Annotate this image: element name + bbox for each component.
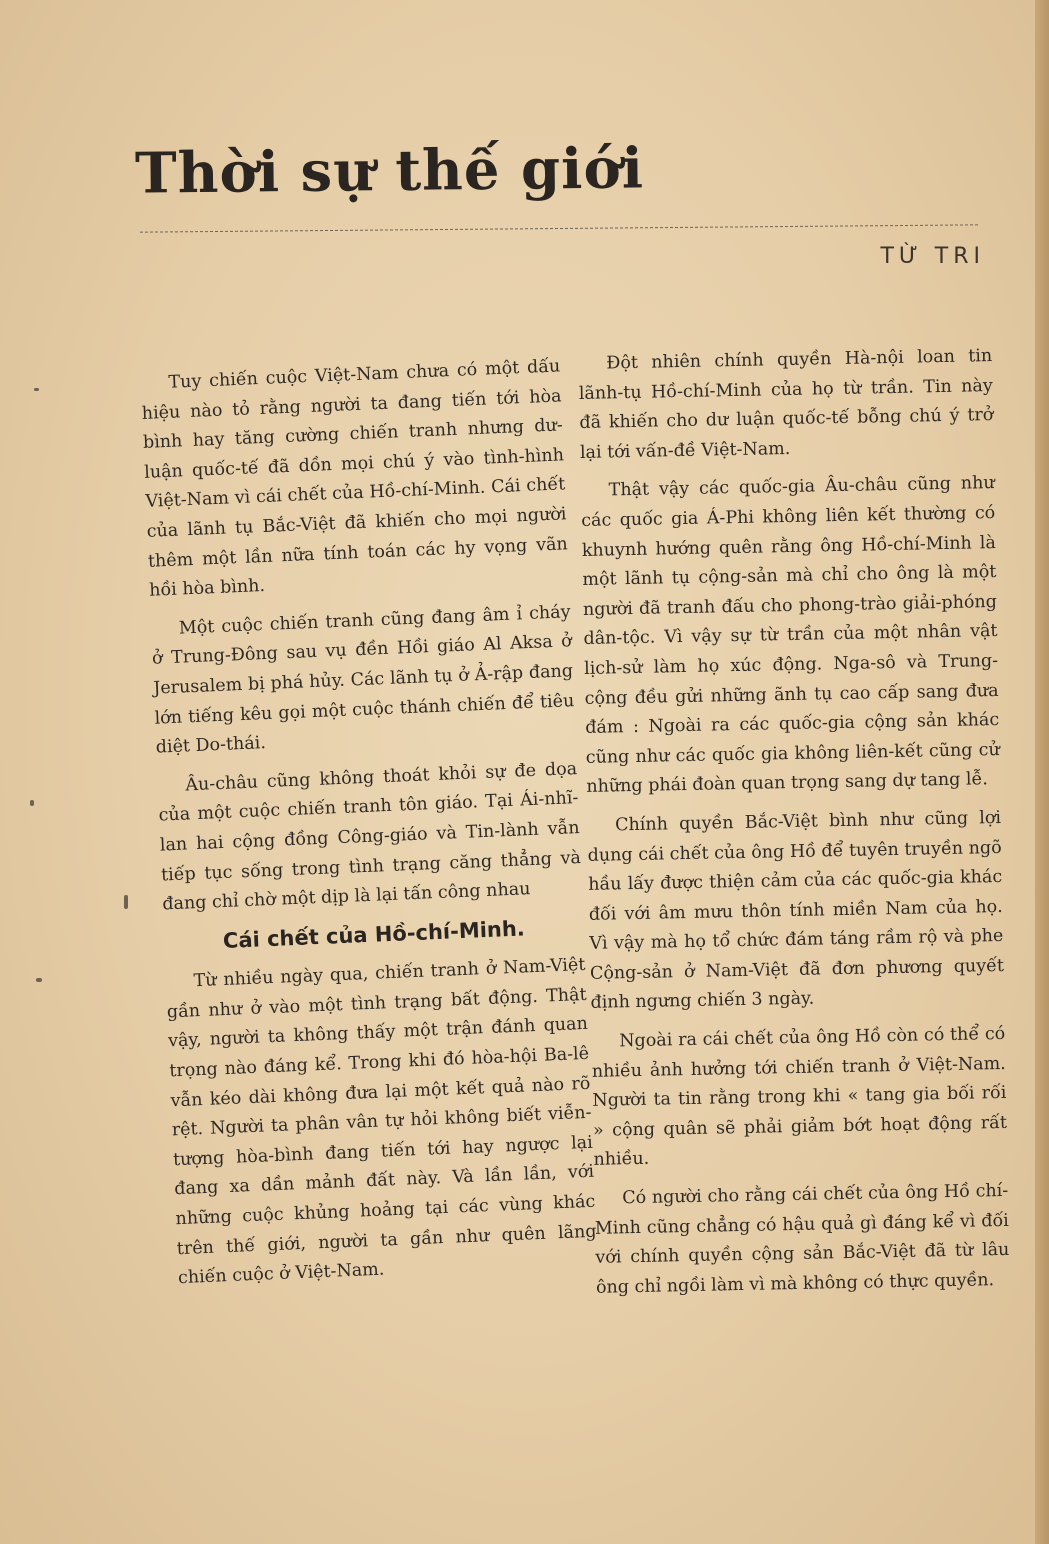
left-column xyxy=(140,352,599,1303)
right-column xyxy=(578,342,1010,1312)
paragraph: Chính quyền Bắc-Việt bình như cũng lợi dụng cái chết của ông Hồ để tuyên truyền ngõ hầu lấy được thiện cảm của các quốc-gia khác đối với âm mưu thôn tính miền Nam của họ. Vì vậy mà họ tổ chức đám táng rầm rộ và phe Cộng-sản ở Nam-Việt đã đơn phương quyết định ngưng chiến 3 ngày. xyxy=(587,807,1005,1014)
ink-speck xyxy=(30,800,34,806)
ink-speck xyxy=(36,978,42,982)
ink-speck xyxy=(34,388,39,391)
paragraph: Từ nhiều ngày qua, chiến tranh ở Nam-Việt gần như ở vào một tình trạng bất động. Thật vậy, người ta không thấy một trận đánh quan trọng nào đáng kể. Trong khi đó hòa-hội Ba-lê vẫn kéo dài không đưa lại một kết quả nào rõ rệt. Người ta phân vân tự hỏi không biết viễn-tượng hòa-bình đang tiến tới hay ngược lại đang xa dần mảnh đất này. Và lần lần, với những cuộc khủng hoảng tại các vùng khác trên thế giới, người ta gần như quên lãng chiến cuộc ở Việt-Nam. xyxy=(166,955,597,1289)
paragraph: Đột nhiên chính quyền Hà-nội loan tin lãnh-tụ Hồ-chí-Minh của họ từ trần. Tin này đã khiến cho dư luận quốc-tế bỗng chú ý trở lại tới vấn-đề Việt-Nam. xyxy=(578,346,994,463)
paragraph: Thật vậy các quốc-gia Âu-châu cũng như các quốc gia Á-Phi không liên kết thường có khuynh hướng quên rằng ông Hồ-chí-Minh là một lãnh tụ cộng-sản mà chỉ cho ông là một người đã tranh đấu cho phong-trào giải-phóng dân-tộc. Vì vậy sự từ trần của một nhân vật lịch-sử làm họ xúc động. Nga-sô và Trung-cộng đều gửi những ãnh tụ cao cấp sang đưa đám : Ngoài ra các quốc-gia cộng sản khác cũng như các quốc gia không liên-kết cũng cử những phái đoàn quan trọng sang dự tang lễ. xyxy=(581,473,1000,798)
paragraph: Tuy chiến cuộc Việt-Nam chưa có một dấu hiệu nào tỏ rằng người ta đang tiến tới hòa bình hay tăng cường chiến tranh nhưng dư-luận quốc-tế đã dồn mọi chú ý vào tình-hình Việt-Nam vì cái chết của Hồ-chí-Minh. Cái chết của lãnh tụ Bắc-Việt đã khiến cho mọi người thêm một lần nữa tính toán các hy vọng vãn hồi hòa bình. xyxy=(141,356,569,601)
paragraph: Ngoài ra cái chết của ông Hồ còn có thể có nhiều ảnh hưởng tới chiến tranh ở Việt-Nam. Người ta tin rằng trong khi « tang gia bối rối » cộng quân sẽ phải giảm bớt hoạt động rất nhiều. xyxy=(591,1023,1008,1171)
ink-speck xyxy=(124,895,128,909)
title-divider xyxy=(140,224,978,232)
paragraph: Âu-châu cũng không thoát khỏi sự đe dọa của một cuộc chiến tranh tôn giáo. Tại Ái-nhĩ-lan hai cộng đồng Công-giáo và Tin-lành vẫn tiếp tục sống trong tình trạng căng thẳng và đang chỉ chờ một dịp là lại tấn công nhau xyxy=(158,758,582,915)
paragraph: Một cuộc chiến tranh cũng đang âm ỉ cháy ở Trung-Đông sau vụ đền Hồi giáo Al Aksa ở Jerusalem bị phá hủy. Các lãnh tụ ở Ả-rập đang lớn tiếng kêu gọi một cuộc thánh chiến để tiêu diệt Do-thái. xyxy=(151,601,575,758)
paragraph: Có người cho rằng cái chết của ông Hồ chí-Minh cũng chẳng có hậu quả gì đáng kể vì đối với chính quyền cộng sản Bắc-Việt đã từ lâu ông chỉ ngồi làm vì mà không có thực quyền. xyxy=(594,1180,1010,1298)
section-heading: Cái chết của Hồ-chí-Minh. xyxy=(222,916,526,953)
article-title: Thời sự thế giới xyxy=(134,135,645,207)
article-author: TỪ TRI xyxy=(880,244,985,269)
page-edge xyxy=(1035,0,1049,1544)
